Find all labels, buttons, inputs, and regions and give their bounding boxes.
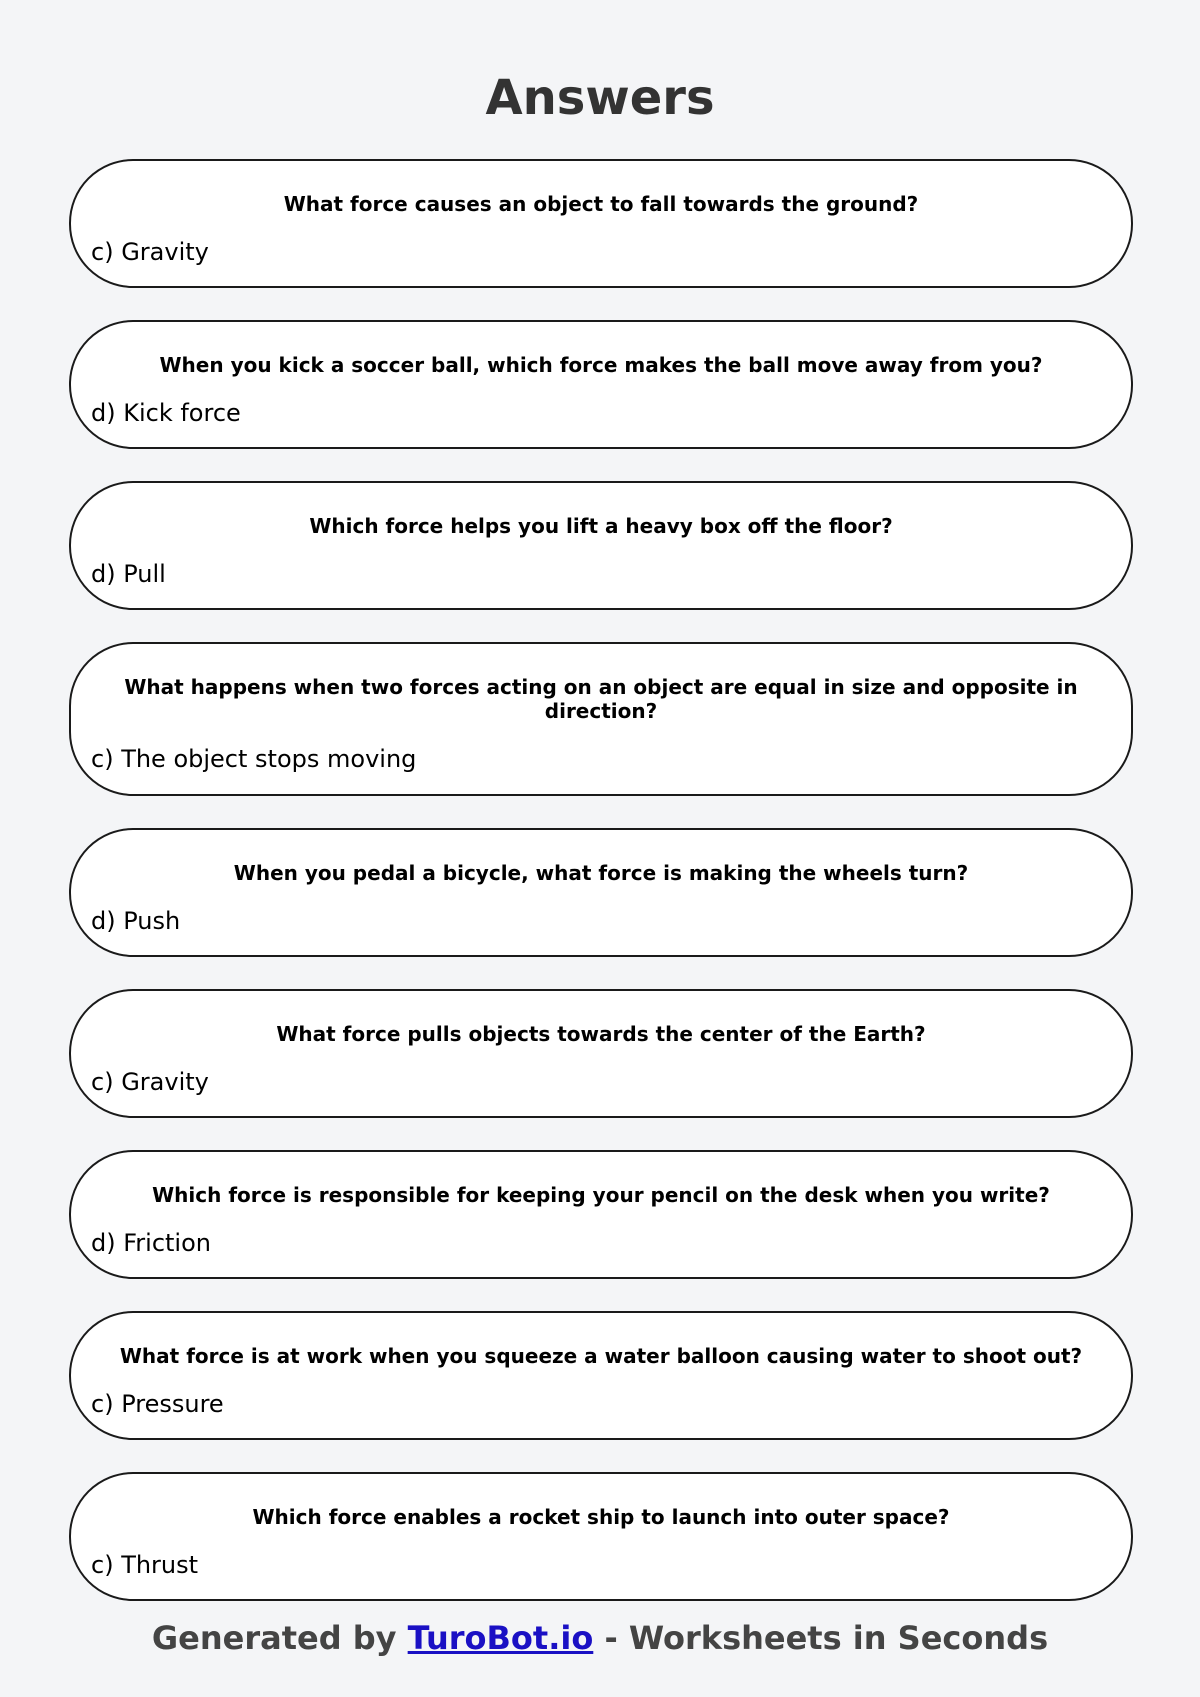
answer-list [69,159,1133,1633]
answer-text: c) Thrust [91,1551,199,1579]
question-text: What force pulls objects towards the center of the Earth? [276,1022,926,1046]
answer-text: c) Gravity [91,238,209,266]
answer-text: c) The object stops moving [91,745,417,773]
answer-text: d) Friction [91,1229,211,1257]
answer-card [69,1150,1133,1279]
answer-text: c) Gravity [91,1068,209,1096]
answer-text: d) Push [91,907,181,935]
answer-card [69,481,1133,610]
footer-suffix: - Worksheets in Seconds [593,1619,1049,1657]
answer-card [69,642,1133,796]
question-text: What happens when two forces acting on an object are equal in size and opposite in direction? [124,675,1078,723]
question-text: Which force enables a rocket ship to launch into outer space? [252,1505,950,1529]
question-text: When you pedal a bicycle, what force is making the wheels turn? [233,861,969,885]
answer-card [69,1472,1133,1601]
footer-prefix: Generated by [151,1619,408,1657]
turobot-link[interactable]: TuroBot.io [407,1619,594,1657]
page-title: Answers [485,70,715,126]
footer [0,1617,1200,1659]
question-text: Which force is responsible for keeping your pencil on the desk when you write? [152,1183,1050,1207]
question-text: What force causes an object to fall towards the ground? [283,192,919,216]
answer-text: d) Kick force [91,399,241,427]
answer-card [69,989,1133,1118]
answer-card [69,159,1133,288]
answer-text: d) Pull [91,560,166,588]
answer-text: c) Pressure [91,1390,224,1418]
question-text: What force is at work when you squeeze a water balloon causing water to shoot out? [119,1344,1083,1368]
question-text: Which force helps you lift a heavy box off the floor? [309,514,893,538]
question-text: When you kick a soccer ball, which force makes the ball move away from you? [159,353,1043,377]
answer-card [69,1311,1133,1440]
answer-card [69,828,1133,957]
answer-card [69,320,1133,449]
